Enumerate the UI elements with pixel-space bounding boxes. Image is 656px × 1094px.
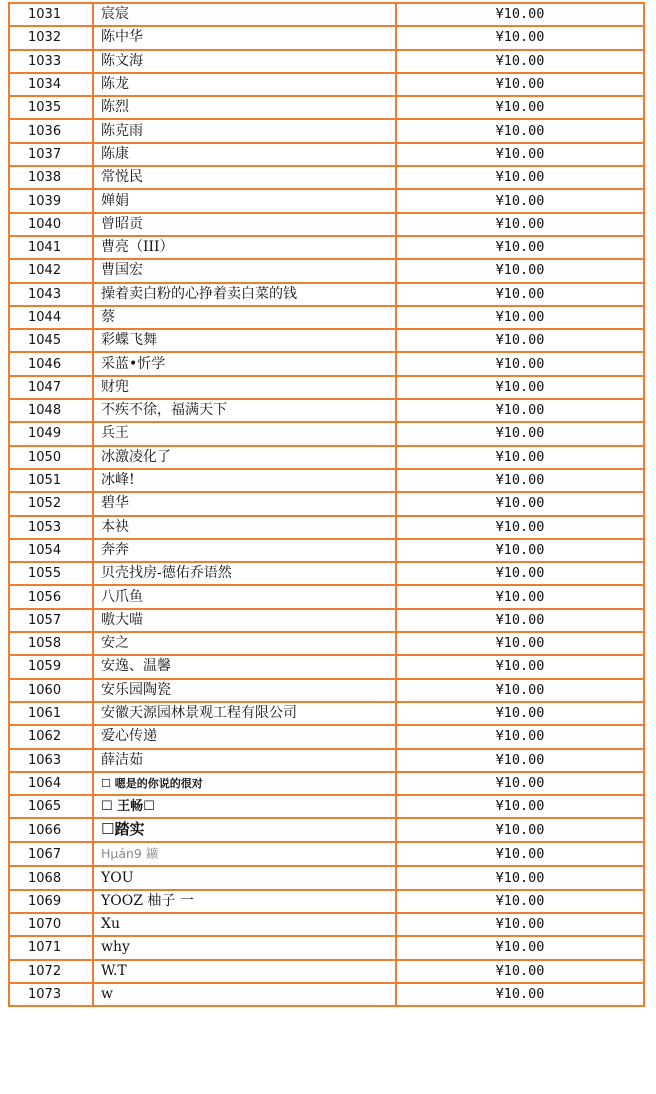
donation-id: 1052 [9,492,93,515]
donor-name [93,866,396,889]
donation-id: 1031 [9,3,93,26]
donor-name-text: 八爪鱼 [101,588,143,605]
donation-amount: ¥10.00 [396,119,644,142]
donor-name-text: 安徽天源园林景观工程有限公司 [101,705,297,722]
donor-name-text: 陈文海 [101,52,143,69]
donor-name [93,3,396,26]
donor-name-text: YOU [101,869,134,886]
donor-name [93,913,396,936]
donor-name [93,399,396,422]
donation-amount: ¥10.00 [396,26,644,49]
donor-name-text: 彩蝶飞舞 [101,332,157,349]
donation-id: 1062 [9,725,93,748]
table-row [9,492,644,515]
donor-name-text: Hµán9 鑛 [101,846,159,862]
donation-amount: ¥10.00 [396,189,644,212]
donation-id: 1045 [9,329,93,352]
donation-amount: ¥10.00 [396,960,644,983]
table-row [9,236,644,259]
donation-id: 1032 [9,26,93,49]
donation-id: 1053 [9,516,93,539]
donor-name [93,725,396,748]
donation-amount: ¥10.00 [396,842,644,866]
donor-name-text: 冰峰! [101,472,135,489]
table-row [9,585,644,608]
donation-amount: ¥10.00 [396,213,644,236]
donor-name [93,446,396,469]
donor-name [93,73,396,96]
donation-id: 1067 [9,842,93,866]
donor-name-text: ☐踏实 [101,820,145,839]
table-row [9,189,644,212]
donor-name [93,283,396,306]
donation-amount: ¥10.00 [396,96,644,119]
table-row [9,283,644,306]
table-row [9,399,644,422]
donation-id: 1058 [9,632,93,655]
donation-id: 1054 [9,539,93,562]
donor-name-text: 操着卖白粉的心挣着卖白菜的钱 [101,285,297,302]
donation-id: 1055 [9,562,93,585]
donation-amount: ¥10.00 [396,772,644,795]
donation-table [8,2,645,1007]
donor-name-text: w [101,986,113,1003]
donation-amount: ¥10.00 [396,702,644,725]
donor-name-text: 奔奔 [101,541,129,558]
table-row [9,50,644,73]
donor-name-text: 陈康 [101,145,129,162]
donation-amount: ¥10.00 [396,469,644,492]
donor-name-text: 婵娟 [101,192,129,209]
donor-name-text: 安之 [101,635,129,652]
table-row [9,655,644,678]
donation-amount: ¥10.00 [396,866,644,889]
table-row [9,516,644,539]
donation-amount: ¥10.00 [396,446,644,469]
donor-name [93,26,396,49]
donor-name-text: 碧华 [101,495,129,512]
donor-name [93,376,396,399]
donation-amount: ¥10.00 [396,936,644,959]
donation-amount: ¥10.00 [396,236,644,259]
donor-name-text: 常悦民 [101,169,143,186]
donation-id: 1063 [9,749,93,772]
donation-id: 1040 [9,213,93,236]
donor-name [93,189,396,212]
donor-name [93,492,396,515]
donor-name-text: 嗷大喵 [101,611,143,628]
donation-id: 1046 [9,352,93,375]
table-row [9,562,644,585]
donation-amount: ¥10.00 [396,3,644,26]
donor-name [93,329,396,352]
donor-name [93,562,396,585]
donation-amount: ¥10.00 [396,609,644,632]
donor-name [93,50,396,73]
table-row [9,983,644,1006]
table-row [9,609,644,632]
donation-id: 1051 [9,469,93,492]
donation-id: 1039 [9,189,93,212]
donor-name [93,890,396,913]
donor-name-text: 曹亮（III） [101,239,174,256]
table-row [9,632,644,655]
donation-id: 1049 [9,422,93,445]
donor-name-text: W.T [101,962,127,979]
table-row [9,725,644,748]
donation-amount: ¥10.00 [396,913,644,936]
donor-name-text: 本袂 [101,518,129,535]
donation-amount: ¥10.00 [396,50,644,73]
table-row [9,842,644,866]
table-row [9,818,644,842]
donor-name-text: 陈烈 [101,99,129,116]
donation-id: 1070 [9,913,93,936]
donor-name-text: ☐ 嗯是的你说的很对 [101,776,203,790]
donor-name-text: Xu [101,916,120,933]
donor-name-text: 兵王 [101,425,129,442]
donor-name-text: YOOZ 柚子 一 [101,892,194,909]
table-row [9,936,644,959]
donation-amount: ¥10.00 [396,143,644,166]
donation-amount: ¥10.00 [396,329,644,352]
donation-amount: ¥10.00 [396,283,644,306]
table-row [9,213,644,236]
donor-name-text: 宸宸 [101,6,129,23]
donation-id: 1036 [9,119,93,142]
donation-amount: ¥10.00 [396,73,644,96]
table-row [9,26,644,49]
donation-id: 1056 [9,585,93,608]
table-row [9,913,644,936]
donor-name [93,795,396,818]
donation-id: 1033 [9,50,93,73]
donor-name [93,772,396,795]
donor-name-text: why [101,939,130,956]
donation-id: 1047 [9,376,93,399]
table-row [9,259,644,282]
donor-name [93,818,396,842]
donation-amount: ¥10.00 [396,749,644,772]
donation-amount: ¥10.00 [396,516,644,539]
donor-name [93,749,396,772]
donation-id: 1066 [9,818,93,842]
donation-amount: ¥10.00 [396,166,644,189]
donor-name [93,539,396,562]
donor-name [93,679,396,702]
donation-id: 1069 [9,890,93,913]
donation-id: 1071 [9,936,93,959]
donor-name-text: 曹国宏 [101,262,143,279]
table-row [9,73,644,96]
donation-id: 1073 [9,983,93,1006]
donor-name [93,960,396,983]
donation-id: 1044 [9,306,93,329]
donation-amount: ¥10.00 [396,679,644,702]
donation-amount: ¥10.00 [396,399,644,422]
donation-id: 1065 [9,795,93,818]
table-row [9,749,644,772]
donation-id: 1068 [9,866,93,889]
donor-name-text: 采蓝•忻学 [101,355,166,372]
donation-amount: ¥10.00 [396,352,644,375]
donor-name [93,96,396,119]
donation-amount: ¥10.00 [396,562,644,585]
donation-amount: ¥10.00 [396,539,644,562]
table-row [9,143,644,166]
donor-name [93,422,396,445]
table-row [9,96,644,119]
donation-id: 1048 [9,399,93,422]
donor-name [93,352,396,375]
donation-id: 1034 [9,73,93,96]
table-row [9,446,644,469]
donor-name [93,306,396,329]
table-row [9,772,644,795]
donor-name [93,213,396,236]
table-row [9,702,644,725]
donor-name-text: 蔡 [101,309,115,325]
donor-name [93,842,396,866]
table-row [9,539,644,562]
table-row [9,306,644,329]
donation-id: 1064 [9,772,93,795]
donation-id: 1059 [9,655,93,678]
donor-name-text: 安乐园陶瓷 [101,681,171,698]
donor-name [93,469,396,492]
donor-name [93,585,396,608]
donation-id: 1037 [9,143,93,166]
donation-id: 1038 [9,166,93,189]
table-row [9,469,644,492]
donor-name [93,632,396,655]
donor-name [93,609,396,632]
donation-amount: ¥10.00 [396,983,644,1006]
donation-id: 1072 [9,960,93,983]
table-row [9,119,644,142]
donation-id: 1061 [9,702,93,725]
donor-name-text: 财兜 [101,378,129,395]
table-row [9,890,644,913]
donor-name [93,119,396,142]
table-row [9,376,644,399]
donor-name-text: 薛洁茹 [101,751,143,768]
donation-amount: ¥10.00 [396,376,644,399]
donation-id: 1041 [9,236,93,259]
donation-id: 1057 [9,609,93,632]
donor-name [93,936,396,959]
donor-name [93,236,396,259]
donation-amount: ¥10.00 [396,492,644,515]
donation-amount: ¥10.00 [396,422,644,445]
table-row [9,3,644,26]
donor-name [93,166,396,189]
donor-name-text: 陈克雨 [101,122,143,139]
donation-amount: ¥10.00 [396,655,644,678]
donation-table-body [9,3,644,1006]
donor-name-text: 冰激凌化了 [101,448,171,465]
donor-name-text: 陈中华 [101,29,143,46]
donation-id: 1060 [9,679,93,702]
donor-name-text: 陈龙 [101,76,129,93]
donor-name-text: 曾昭贡 [101,215,143,232]
table-row [9,866,644,889]
donation-amount: ¥10.00 [396,259,644,282]
donation-amount: ¥10.00 [396,585,644,608]
donation-amount: ¥10.00 [396,795,644,818]
donation-id: 1043 [9,283,93,306]
donor-name-text: 贝壳找房-德佑乔语然 [101,565,232,582]
donor-name [93,143,396,166]
donor-name-text: ☐ 王畅☐ [101,799,155,815]
donation-id: 1042 [9,259,93,282]
donation-amount: ¥10.00 [396,818,644,842]
donor-name [93,516,396,539]
donation-amount: ¥10.00 [396,725,644,748]
donation-id: 1035 [9,96,93,119]
table-row [9,329,644,352]
donor-name-text: 安逸、温馨 [101,658,171,675]
donation-amount: ¥10.00 [396,306,644,329]
table-row [9,422,644,445]
table-row [9,960,644,983]
table-row [9,352,644,375]
donor-name-text: 爱心传递 [101,728,157,745]
donation-id: 1050 [9,446,93,469]
table-row [9,679,644,702]
donation-amount: ¥10.00 [396,632,644,655]
donor-name [93,983,396,1006]
table-row [9,795,644,818]
table-row [9,166,644,189]
donor-name [93,702,396,725]
donor-name [93,655,396,678]
donor-name [93,259,396,282]
donor-name-text: 不疾不徐，福满天下 [101,402,227,419]
donation-amount: ¥10.00 [396,890,644,913]
